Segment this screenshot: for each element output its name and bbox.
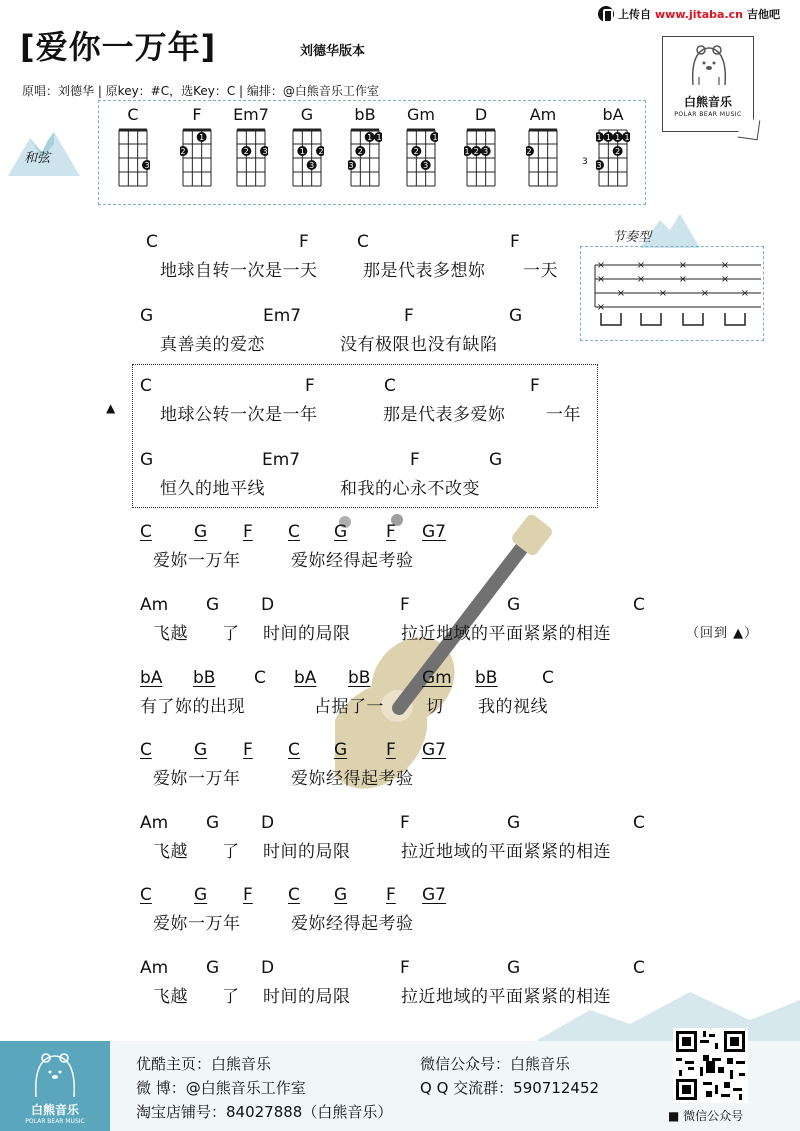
footer-weibo: 微 博：@白熊音乐工作室 (136, 1079, 306, 1097)
chord-label: F (305, 376, 315, 396)
svg-text:×: × (596, 302, 606, 313)
chord-label: C (288, 522, 300, 542)
chord-diagram-Am (523, 105, 563, 189)
chord-label: Am (140, 595, 169, 615)
chord-label: F (243, 740, 253, 760)
finger-number: 2 (357, 147, 363, 156)
rhythm-pattern-panel (580, 246, 764, 341)
chord-label: F (410, 450, 420, 470)
svg-text:×: × (720, 260, 730, 271)
finger-number: 1 (376, 133, 382, 142)
fretboard-grid (234, 127, 268, 189)
fretboard-grid (180, 127, 214, 189)
lyric-line: 拉近地域的平面紧紧的相连 (401, 624, 611, 644)
finger-number: 1 (432, 133, 438, 142)
lyric-line: 我的视线 (478, 697, 548, 717)
finger-number: 3 (596, 161, 602, 170)
lyric-line: 了 (222, 987, 240, 1007)
chord-label: Em7 (263, 306, 302, 326)
lyric-line: 一年 (546, 405, 581, 425)
lyric-line: 飞越 (153, 624, 188, 644)
finger-number: 1 (299, 147, 305, 156)
upload-prefix: 上传自 (618, 8, 651, 21)
finger-number: 1 (464, 147, 470, 156)
chord-label: C (288, 740, 300, 760)
chord-label: Gm (422, 668, 452, 688)
finger-number: 2 (180, 147, 186, 156)
lyric-line: 占据了一 (314, 697, 384, 717)
footer-brand-en: POLAR BEAR MUSIC (25, 1118, 85, 1125)
lyric-line: 飞越 (153, 842, 188, 862)
fretboard-grid (464, 127, 498, 189)
chord-label: bA (294, 668, 317, 688)
polar-bear-icon (663, 37, 755, 93)
chord-label: F (400, 958, 410, 978)
chord-label: F (510, 232, 520, 252)
rhythm-label: 节奏型 (612, 230, 652, 245)
chord-label: C (140, 885, 152, 905)
lyric-line: 时间的局限 (263, 842, 351, 862)
chord-name: G (300, 105, 314, 124)
chord-label: G (334, 522, 348, 542)
chord-label: F (243, 885, 253, 905)
svg-text:×: × (596, 260, 606, 271)
chord-name: C (127, 105, 139, 124)
chord-diagram-Gm (401, 105, 441, 189)
chord-label: G (194, 522, 208, 542)
chord-label: D (261, 813, 275, 833)
brand-name: 白熊音乐 (683, 95, 732, 109)
qr-caption: ■ 微信公众号 (668, 1109, 744, 1123)
chord-label: G (489, 450, 503, 470)
finger-number: 1 (605, 133, 611, 142)
chord-label: bA (140, 668, 163, 688)
svg-text:×: × (658, 288, 668, 299)
chord-diagram-panel (98, 100, 646, 205)
qr-code-icon (673, 1028, 748, 1103)
lyric-line: 和我的心永不改变 (340, 479, 480, 499)
chord-label: G (334, 740, 348, 760)
finger-number: 3 (262, 147, 268, 156)
chord-name: Em7 (233, 105, 269, 124)
finger-number: 2 (526, 147, 532, 156)
chord-label: G (334, 885, 348, 905)
chord-label: G (509, 306, 523, 326)
fretboard (116, 127, 150, 189)
chord-diagram-C (113, 105, 153, 189)
chord-label: G (140, 450, 154, 470)
upload-source[interactable] (598, 6, 780, 22)
chord-label: C (633, 813, 645, 833)
lyric-line: 有了妳的出现 (140, 697, 245, 717)
chord-label: D (261, 958, 275, 978)
fretboard (290, 127, 324, 189)
chord-diagram-F (177, 105, 217, 189)
chord-label: G (206, 595, 220, 615)
chord-diagram-bB (345, 105, 385, 189)
svg-text:×: × (678, 260, 688, 271)
song-meta: 原唱：刘德华 | 原key：#C，选Key：C | 编排：@白熊音乐工作室 (22, 84, 379, 98)
chord-label: G (507, 813, 521, 833)
fretboard-grid (526, 127, 560, 189)
chord-label: F (386, 740, 396, 760)
lyric-line: 那是代表多想妳 (363, 261, 486, 281)
chord-name: Gm (407, 105, 435, 124)
chord-label: C (288, 885, 300, 905)
lyric-line: 真善美的爱恋 (160, 335, 265, 355)
rhythm-pattern-diagram (581, 247, 765, 342)
fretboard (404, 127, 438, 189)
finger-number: 2 (473, 147, 479, 156)
fretboard (234, 127, 268, 189)
finger-number: 3 (348, 161, 354, 170)
finger-number: 2 (243, 147, 249, 156)
fretboard-grid (348, 127, 382, 189)
chord-label: Am (140, 958, 169, 978)
lyric-line: 时间的局限 (263, 624, 351, 644)
lyric-line: 拉近地域的平面紧紧的相连 (401, 987, 611, 1007)
brand-card (662, 36, 754, 132)
fretboard (582, 127, 630, 189)
chord-label: G (194, 885, 208, 905)
svg-text:×: × (700, 288, 710, 299)
start-fret-number: 3 (582, 157, 588, 167)
finger-number: 2 (318, 147, 324, 156)
chord-name: bA (602, 105, 624, 124)
lyric-line: 爱妳经得起考验 (291, 914, 414, 934)
chord-diagram-D (461, 105, 501, 189)
chord-label: F (243, 522, 253, 542)
lyric-line: 一天 (523, 261, 558, 281)
footer-wechat: 微信公众号：白熊音乐 (420, 1055, 571, 1073)
footer-qq: Q Q 交流群：590712452 (420, 1079, 600, 1097)
chord-label: Em7 (262, 450, 301, 470)
repeat-start-marker: ▲ (106, 401, 116, 415)
chord-name: bB (354, 105, 376, 124)
footer-logo (0, 1041, 110, 1131)
lyric-line: 爱妳经得起考验 (291, 551, 414, 571)
finger-number: 2 (615, 147, 621, 156)
chord-label: G7 (422, 740, 446, 760)
footer-taobao: 淘宝店铺号：84027888（白熊音乐） (136, 1103, 393, 1121)
finger-number: 1 (624, 133, 630, 142)
fretboard (180, 127, 214, 189)
chord-label: G (206, 813, 220, 833)
svg-text:×: × (616, 288, 626, 299)
fretboard (348, 127, 382, 189)
lyric-line: 拉近地域的平面紧紧的相连 (401, 842, 611, 862)
finger-number: 3 (309, 161, 315, 170)
lyric-line: 地球公转一次是一年 (160, 405, 318, 425)
svg-text:×: × (678, 274, 688, 285)
chord-label: bB (475, 668, 498, 688)
fretboard (464, 127, 498, 189)
chord-label: C (542, 668, 554, 688)
chord-label: F (386, 885, 396, 905)
chord-label: C (633, 958, 645, 978)
finger-number: 1 (615, 133, 621, 142)
svg-text:×: × (636, 274, 646, 285)
finger-number: 1 (199, 133, 205, 142)
guitar-logo-icon (598, 6, 614, 22)
chord-diagram-bA (582, 105, 633, 189)
finger-number: 3 (483, 147, 489, 156)
chord-diagram-Em7 (231, 105, 271, 189)
finger-number: 1 (367, 133, 373, 142)
chord-label: C (633, 595, 645, 615)
svg-text:×: × (596, 274, 606, 285)
upload-suffix: 吉他吧 (747, 8, 781, 21)
lyric-line: 爱妳一万年 (153, 551, 241, 571)
svg-text:×: × (720, 274, 730, 285)
chord-label: C (140, 740, 152, 760)
finger-number: 2 (413, 147, 419, 156)
chord-label: G7 (422, 885, 446, 905)
fretboard-grid (596, 127, 630, 189)
lyric-line: 恒久的地平线 (160, 479, 265, 499)
upload-site-link[interactable]: www.jitaba.cn (655, 7, 744, 21)
chord-label: G (194, 740, 208, 760)
lyric-line: 了 (222, 624, 240, 644)
chord-label: G7 (422, 522, 446, 542)
chord-label: bB (348, 668, 371, 688)
fretboard-grid (404, 127, 438, 189)
fretboard-grid (116, 127, 150, 189)
chords-label: 和弦 (24, 151, 51, 166)
finger-number: 3 (423, 161, 429, 170)
song-title: [爱你一万年] (20, 28, 217, 66)
finger-number: 1 (596, 133, 602, 142)
chord-label: C (254, 668, 266, 688)
chord-label: C (146, 232, 158, 252)
chord-label: D (261, 595, 275, 615)
lyric-line: 地球自转一次是一天 (160, 261, 318, 281)
lyric-line: 了 (222, 842, 240, 862)
chord-label: C (357, 232, 369, 252)
lyric-line: 切 (426, 697, 444, 717)
lyric-line: 那是代表多爱妳 (383, 405, 506, 425)
chord-label: G (507, 595, 521, 615)
lyric-line: 时间的局限 (263, 987, 351, 1007)
chord-name: Am (529, 105, 557, 124)
chord-label: F (299, 232, 309, 252)
lyric-line: 没有极限也没有缺陷 (340, 335, 498, 355)
chord-label: C (140, 522, 152, 542)
chord-name: D (474, 105, 488, 124)
polar-bear-icon (0, 1041, 110, 1101)
wechat-qr-code[interactable] (673, 1028, 748, 1103)
chord-label: F (400, 813, 410, 833)
chord-label: G (507, 958, 521, 978)
finger-number: 3 (144, 161, 150, 170)
svg-text:×: × (636, 260, 646, 271)
lyric-line: 爱妳一万年 (153, 769, 241, 789)
fretboard-grid (290, 127, 324, 189)
chord-label: F (530, 376, 540, 396)
brand-name-en: POLAR BEAR MUSIC (674, 111, 742, 118)
lyric-line: 飞越 (153, 987, 188, 1007)
fretboard (526, 127, 560, 189)
chord-label: C (140, 376, 152, 396)
chord-name: F (192, 105, 202, 124)
chord-label: bB (193, 668, 216, 688)
svg-text:×: × (740, 288, 750, 299)
lyric-line: 爱妳一万年 (153, 914, 241, 934)
chord-label: G (206, 958, 220, 978)
go-back-marker: （回到 ▲） (686, 626, 759, 641)
chord-label: C (384, 376, 396, 396)
chord-diagram-G (287, 105, 327, 189)
footer-youku: 优酷主页：白熊音乐 (136, 1055, 272, 1073)
version-label: 刘德华版本 (300, 44, 366, 59)
chord-label: G (140, 306, 154, 326)
chord-label: F (400, 595, 410, 615)
footer-brand-name: 白熊音乐 (30, 1103, 79, 1117)
chord-label: F (386, 522, 396, 542)
page-curl-decoration (738, 118, 761, 141)
chord-label: F (404, 306, 414, 326)
chord-label: Am (140, 813, 169, 833)
lyric-line: 爱妳经得起考验 (291, 769, 414, 789)
